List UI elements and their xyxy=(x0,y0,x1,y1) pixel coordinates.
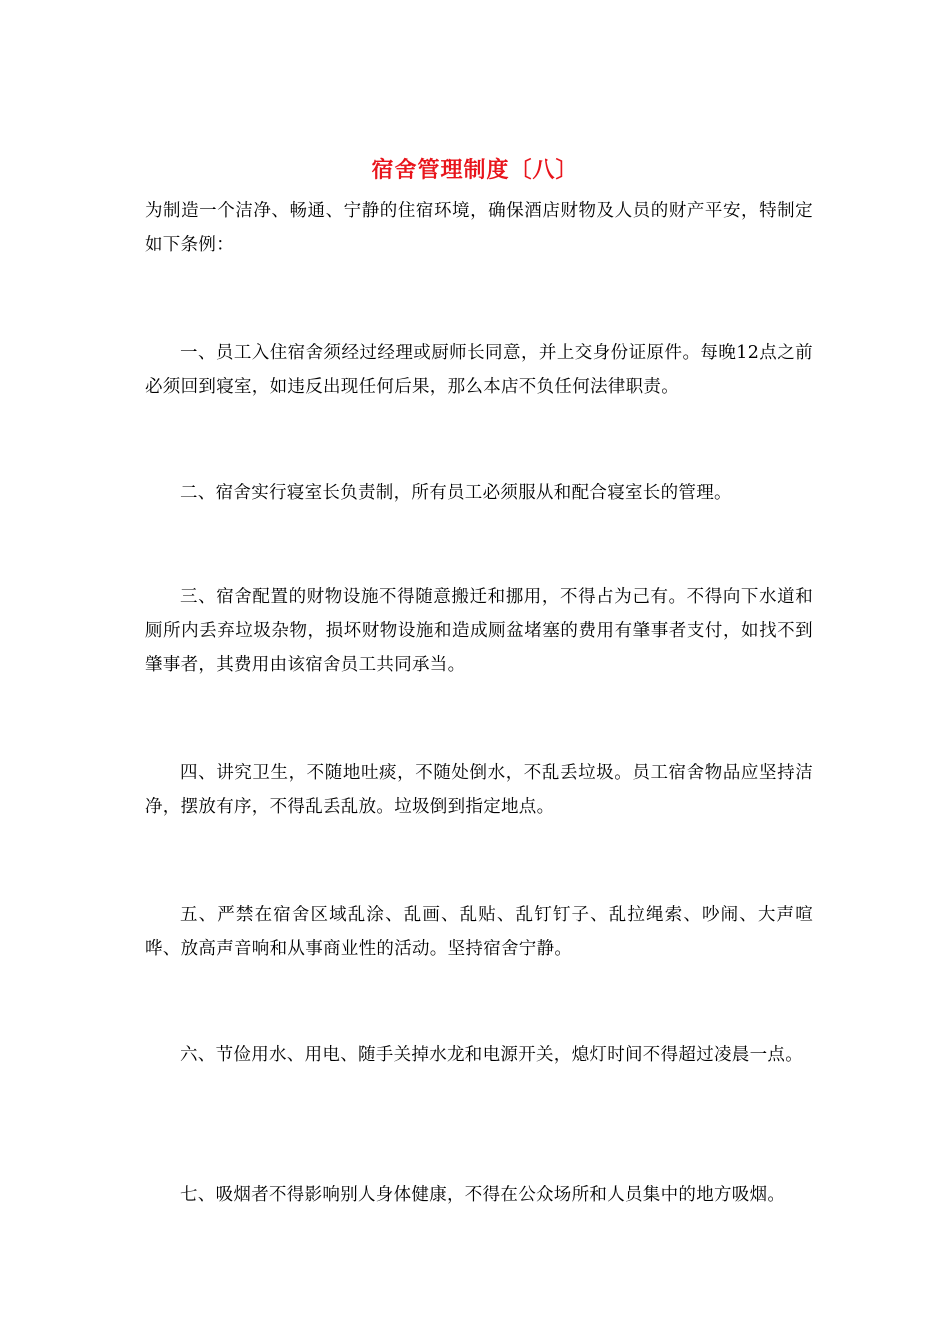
rule-paragraph-3: 三、宿舍配置的财物设施不得随意搬迁和挪用，不得占为己有。不得向下水道和厕所内丢弃垃圾杂物，损坏财物设施和造成厕盆堵塞的费用有肇事者支付，如找不到肇事者，其费用由该宿舍员工共同承当。 xyxy=(145,587,813,675)
rule-paragraph-1: 一、员工入住宿舍须经过经理或厨师长同意，并上交身份证原件。每晚12点之前必须回到寝室，如违反出现任何后果，那么本店不负任何法律职责。 xyxy=(145,343,813,397)
rule-paragraph-7: 七、吸烟者不得影响别人身体健康，不得在公众场所和人员集中的地方吸烟。 xyxy=(180,1185,786,1205)
page-title: 宿舍管理制度〔八〕 xyxy=(371,157,579,183)
rule-paragraph-2: 二、宿舍实行寝室长负责制，所有员工必须服从和配合寝室长的管理。 xyxy=(180,483,732,503)
rule-paragraph-5: 五、严禁在宿舍区域乱涂、乱画、乱贴、乱钉钉子、乱拉绳索、吵闹、大声喧哗、放高声音响和从事商业性的活动。坚持宿舍宁静。 xyxy=(145,905,813,959)
rule-paragraph-6: 六、节俭用水、用电、随手关掉水龙和电源开关，熄灯时间不得超过凌晨一点。 xyxy=(180,1045,803,1065)
rule-paragraph-4: 四、讲究卫生，不随地吐痰，不随处倒水，不乱丢垃圾。员工宿舍物品应坚持洁净，摆放有序，不得乱丢乱放。垃圾倒到指定地点。 xyxy=(145,763,813,817)
intro-paragraph: 为制造一个洁净、畅通、宁静的住宿环境，确保酒店财物及人员的财产平安，特制定如下条例： xyxy=(145,201,813,255)
